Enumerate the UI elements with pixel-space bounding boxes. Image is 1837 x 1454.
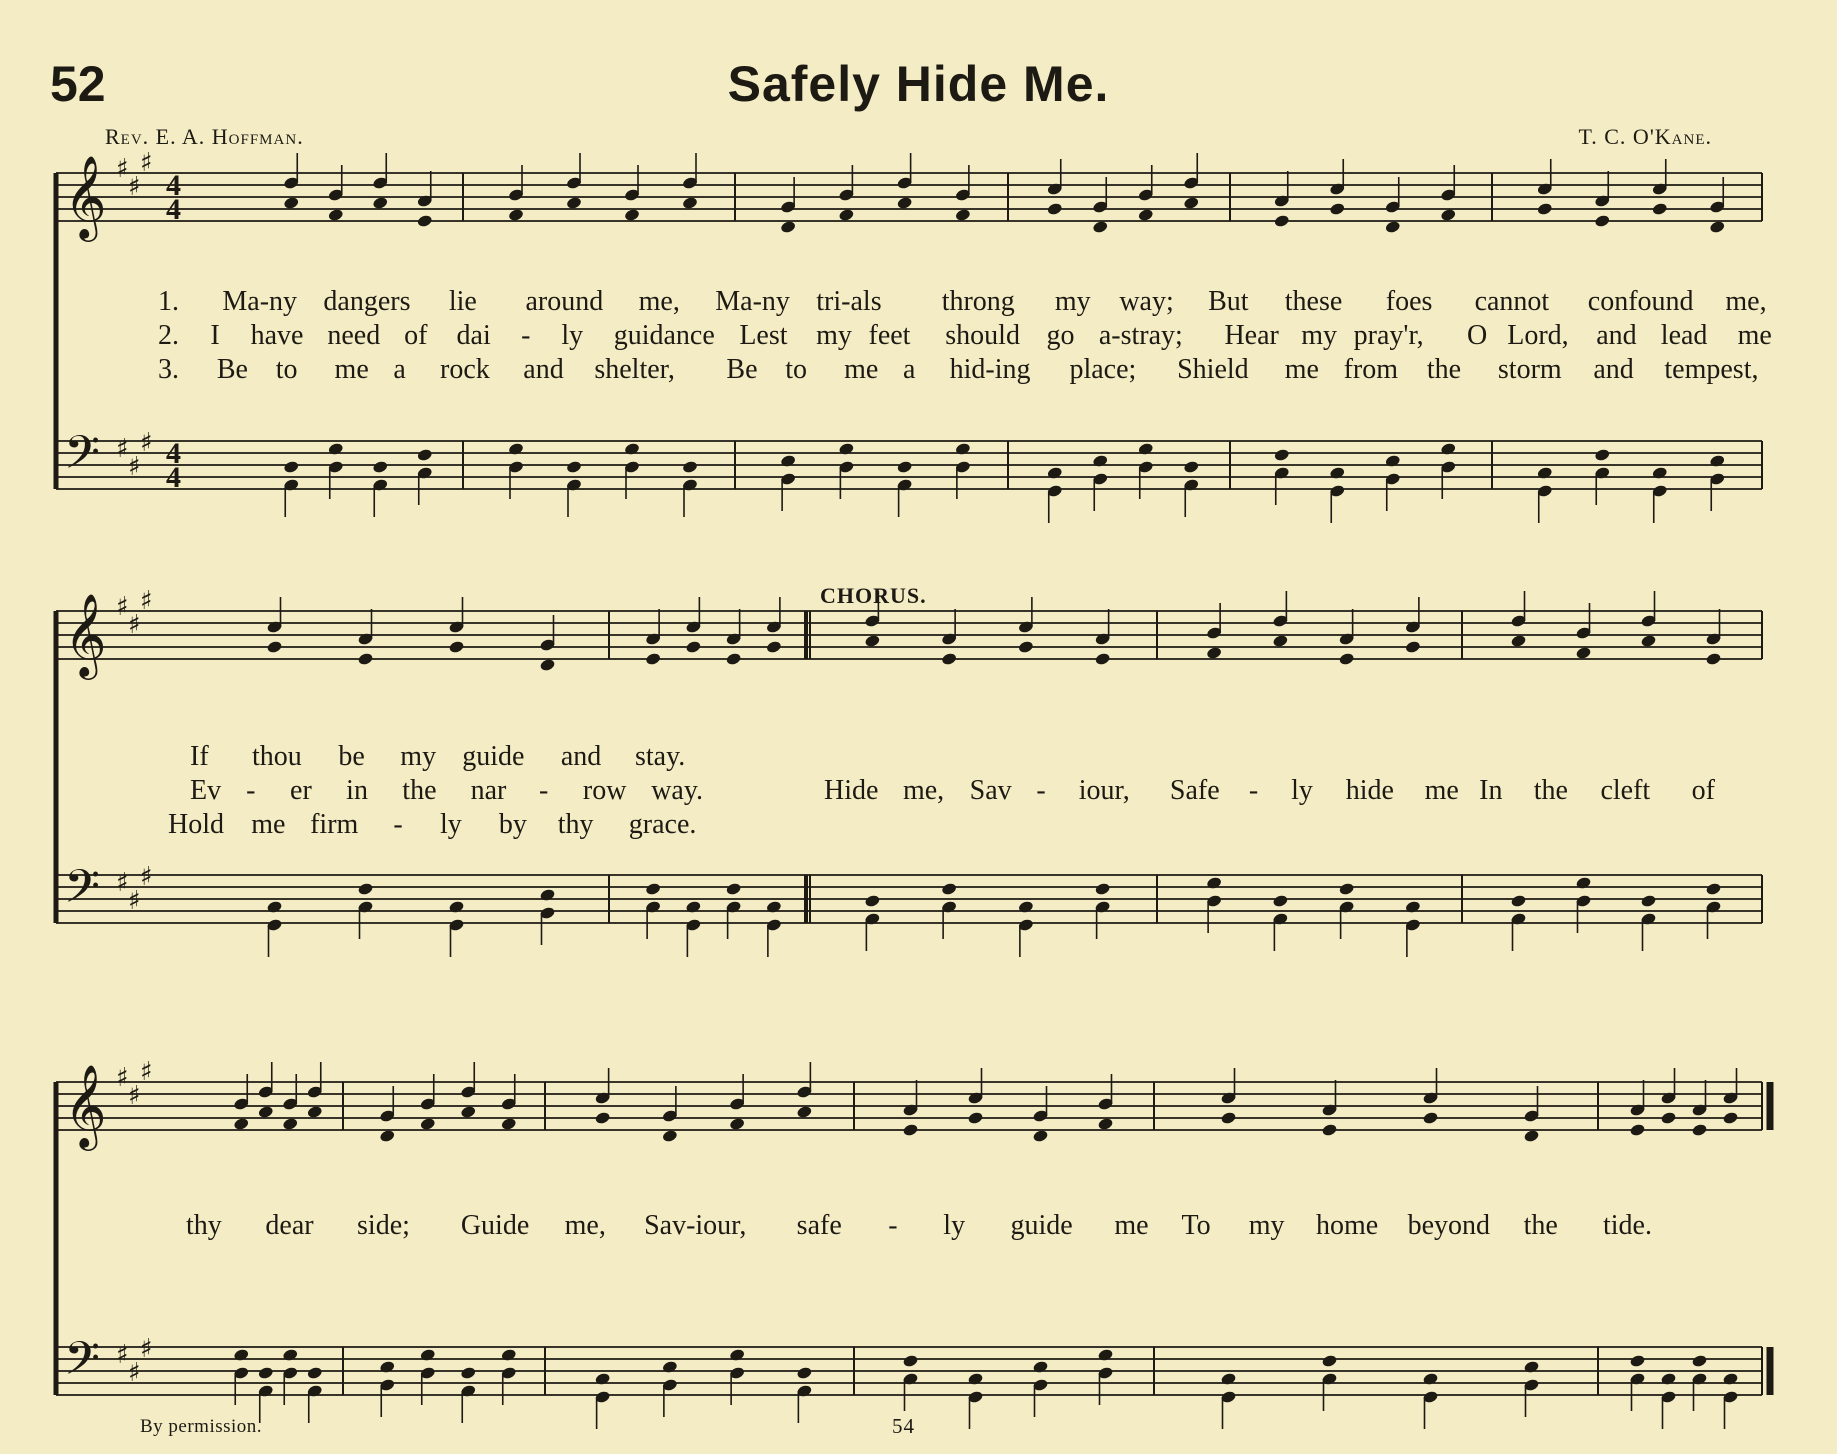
lyric-syllable: hide: [1345, 775, 1394, 806]
note-head: [1329, 466, 1346, 480]
lyric-syllable: 3.: [158, 354, 179, 385]
lyric-syllable: nar: [470, 775, 507, 806]
lyric-syllable: Sav: [969, 775, 1012, 806]
note-head: [1536, 202, 1553, 216]
lyric-syllable: dai: [456, 320, 491, 351]
note-head: [1046, 202, 1063, 216]
lyric-syllable: Hear: [1224, 320, 1279, 351]
note-head: [662, 1360, 679, 1374]
note-head: [838, 208, 855, 222]
sharp-sign: ♯: [128, 886, 141, 916]
note-head: [566, 196, 583, 210]
lyric-syllable: cannot: [1474, 286, 1550, 317]
note-head: [1422, 1372, 1439, 1386]
lyric-syllable: grace.: [628, 809, 697, 840]
note-head: [282, 1348, 299, 1362]
sharp-sign: ♯: [128, 172, 141, 202]
treble-staff: [56, 148, 1762, 242]
lyric-syllable: my: [1301, 320, 1338, 351]
sharp-sign: ♯: [128, 610, 141, 640]
lyric-syllable: me,: [1725, 286, 1767, 317]
lyric-syllable: row: [582, 775, 627, 806]
note-head: [539, 658, 556, 672]
lyric-syllable: me: [1424, 775, 1459, 806]
lyric-syllable: Lest: [739, 320, 788, 351]
note-head: [941, 652, 958, 666]
note-head: [1137, 208, 1154, 222]
sharp-sign: ♯: [140, 586, 153, 616]
note-head: [1651, 202, 1668, 216]
note-head: [379, 1360, 396, 1374]
lyric-syllable: -: [246, 775, 256, 806]
note-head: [1094, 652, 1111, 666]
sharp-sign: ♯: [116, 592, 129, 622]
lyric-syllable: the: [1523, 1210, 1558, 1241]
lyric-syllable: guide: [1010, 1210, 1073, 1241]
note-head: [233, 1117, 250, 1131]
note-head: [1183, 460, 1200, 474]
lyric-syllable: my: [1248, 1210, 1285, 1241]
note-head: [1629, 1123, 1646, 1137]
lyric-syllable: by: [498, 809, 527, 840]
lyric-syllable: tempest,: [1664, 354, 1759, 385]
treble-clef-icon: 𝄞: [64, 1063, 107, 1147]
lyric-syllable: be: [338, 741, 365, 772]
note-head: [1097, 1348, 1114, 1362]
hymn-number: 52: [50, 56, 106, 112]
note-head: [1183, 196, 1200, 210]
note-head: [1705, 882, 1722, 896]
note-head: [327, 208, 344, 222]
note-head: [448, 900, 465, 914]
note-head: [500, 1348, 517, 1362]
treble-staff: [56, 1057, 1762, 1151]
note-head: [624, 208, 641, 222]
lyric-syllable: a-stray;: [1098, 320, 1183, 351]
note-head: [902, 1354, 919, 1368]
note-head: [796, 1366, 813, 1380]
note-head: [725, 652, 742, 666]
note-head: [1384, 220, 1401, 234]
lyric-syllable: firm: [310, 809, 359, 840]
sharp-sign: ♯: [116, 1340, 129, 1370]
note-head: [1321, 1123, 1338, 1137]
note-head: [257, 1105, 274, 1119]
lyric-syllable: my: [400, 741, 437, 772]
lyric-syllable: and: [1593, 354, 1634, 385]
note-head: [1640, 894, 1657, 908]
lyric-syllable: and: [560, 741, 602, 772]
lyric-syllable: go: [1046, 320, 1075, 351]
lyric-syllable: Hold: [168, 809, 224, 840]
note-head: [1405, 640, 1422, 654]
note-head: [357, 882, 374, 896]
note-head: [1272, 634, 1289, 648]
note-head: [864, 894, 881, 908]
lyric-syllable: ly: [1291, 775, 1313, 806]
note-head: [1220, 1111, 1237, 1125]
sharp-sign: ♯: [140, 862, 153, 892]
lyric-syllable: -: [521, 320, 531, 351]
lyric-syllable: tide.: [1603, 1210, 1652, 1241]
lyric-syllable: a: [393, 354, 406, 385]
treble-clef-icon: 𝄞: [64, 154, 107, 238]
note-head: [233, 1348, 250, 1362]
note-head: [780, 454, 797, 468]
note-head: [1137, 442, 1154, 456]
note-head: [1709, 220, 1726, 234]
note-head: [1018, 900, 1035, 914]
lyric-syllable: my: [816, 320, 852, 351]
composer-credit: T. C. O'Kane.: [1578, 124, 1712, 149]
lyric-syllable: ly: [440, 809, 462, 840]
lyric-syllable: -: [538, 775, 549, 806]
lyric-syllable: But: [1208, 286, 1249, 317]
note-head: [372, 196, 389, 210]
note-head: [729, 1117, 746, 1131]
note-head: [902, 1123, 919, 1137]
lyric-syllable: me: [334, 354, 369, 385]
note-head: [955, 442, 972, 456]
lyric-syllable: my: [1054, 286, 1091, 317]
time-signature: 4: [166, 193, 181, 226]
note-head: [1321, 1354, 1338, 1368]
lyric-syllable: If: [190, 741, 209, 772]
note-head: [283, 460, 300, 474]
permission-note: By permission.: [140, 1416, 263, 1437]
sharp-sign: ♯: [140, 148, 153, 178]
lyric-syllable: me: [1284, 354, 1319, 385]
lyric-syllable: rock: [440, 354, 490, 385]
lyric-syllable: have: [250, 320, 304, 351]
lyrics: [158, 286, 1772, 1241]
time-signature: 4: [166, 169, 181, 202]
lyric-syllable: stay.: [635, 741, 686, 772]
lyric-syllable: Be: [726, 354, 758, 385]
note-head: [1272, 894, 1289, 908]
note-head: [1523, 1360, 1540, 1374]
note-head: [1092, 220, 1109, 234]
note-head: [1018, 640, 1035, 654]
note-head: [1575, 646, 1592, 660]
sharp-sign: ♯: [128, 1081, 141, 1111]
lyric-syllable: in: [346, 775, 368, 806]
note-head: [460, 1105, 477, 1119]
note-head: [1660, 1372, 1677, 1386]
note-head: [796, 1105, 813, 1119]
note-head: [416, 448, 433, 462]
note-head: [1629, 1354, 1646, 1368]
note-head: [372, 460, 389, 474]
lyric-syllable: place;: [1069, 354, 1137, 385]
note-head: [1384, 454, 1401, 468]
lyric-syllable: -: [1036, 775, 1046, 806]
lyric-syllable: Ma-ny: [715, 286, 790, 317]
note-head: [1709, 454, 1726, 468]
note-head: [682, 196, 699, 210]
note-head: [416, 214, 433, 228]
lyric-syllable: pray'r,: [1353, 320, 1424, 351]
note-head: [448, 640, 465, 654]
note-head: [327, 442, 344, 456]
lyric-syllable: lie: [448, 286, 477, 317]
note-head: [682, 460, 699, 474]
lyric-syllable: and: [1596, 320, 1637, 351]
note-head: [1220, 1372, 1237, 1386]
lyric-syllable: Hide: [824, 775, 879, 806]
note-head: [1440, 442, 1457, 456]
lyric-syllable: Safe: [1169, 775, 1220, 806]
lyric-syllable: a: [902, 354, 916, 385]
note-head: [460, 1366, 477, 1380]
lyric-syllable: thou: [251, 741, 302, 772]
lyric-syllable: thy: [557, 809, 594, 840]
lyric-syllable: me: [1737, 320, 1772, 351]
lyric-syllable: safe: [796, 1210, 842, 1241]
note-head: [766, 640, 783, 654]
hymn-title: Safely Hide Me.: [727, 56, 1110, 112]
bass-staff: [56, 860, 1762, 925]
lyric-syllable: beyond: [1407, 1210, 1491, 1241]
author-credit: Rev. E. A. Hoffman.: [105, 124, 304, 149]
note-head: [1691, 1123, 1708, 1137]
lyric-syllable: dangers: [323, 286, 411, 317]
lyric-syllable: way;: [1119, 286, 1174, 317]
lyric-syllable: I: [210, 320, 220, 351]
note-head: [1523, 1129, 1540, 1143]
note-head: [594, 1372, 611, 1386]
note-head: [1575, 876, 1592, 890]
note-head: [594, 1111, 611, 1125]
note-head: [508, 208, 525, 222]
note-head: [725, 882, 742, 896]
sharp-sign: ♯: [128, 452, 141, 482]
note-head: [1705, 652, 1722, 666]
lyric-syllable: 2.: [158, 320, 179, 351]
lyric-syllable: thy: [186, 1210, 222, 1241]
note-head: [941, 882, 958, 896]
lyric-syllable: -: [888, 1210, 898, 1241]
note-head: [1691, 1354, 1708, 1368]
bass-clef-icon: 𝄢: [64, 860, 101, 925]
time-signature: 4: [166, 437, 181, 470]
lyric-syllable: these: [1284, 286, 1343, 317]
lyric-syllable: O: [1467, 320, 1488, 351]
note-head: [766, 900, 783, 914]
lyric-syllable: me: [1114, 1210, 1149, 1241]
lyric-syllable: the: [1533, 775, 1568, 806]
lyric-syllable: side;: [357, 1210, 410, 1241]
lyric-syllable: foes: [1385, 286, 1433, 317]
lyric-syllable: Shield: [1177, 354, 1249, 385]
note-head: [306, 1105, 323, 1119]
note-head: [1338, 882, 1355, 896]
note-head: [283, 196, 300, 210]
note-head: [306, 1366, 323, 1380]
lyric-syllable: ly: [943, 1210, 966, 1241]
lyric-syllable: feet: [868, 320, 911, 351]
sharp-sign: ♯: [116, 434, 129, 464]
note-head: [282, 1117, 299, 1131]
note-head: [1722, 1111, 1739, 1125]
lyric-syllable: from: [1343, 354, 1399, 385]
bass-clef-icon: 𝄢: [64, 1332, 101, 1397]
lyric-syllable: ly: [561, 320, 584, 351]
note-head: [896, 196, 913, 210]
lyric-syllable: home: [1315, 1210, 1379, 1241]
lyric-syllable: In: [1479, 775, 1503, 806]
note-head: [1405, 900, 1422, 914]
lyric-syllable: me: [844, 354, 879, 385]
note-head: [1440, 208, 1457, 222]
lyric-syllable: of: [404, 320, 428, 351]
lyric-syllable: Ev: [190, 775, 222, 806]
note-head: [1094, 882, 1111, 896]
note-head: [1594, 448, 1611, 462]
lyric-syllable: to: [785, 354, 808, 385]
note-head: [266, 900, 283, 914]
treble-staff: [56, 586, 1762, 680]
note-head: [729, 1348, 746, 1362]
note-head: [1536, 466, 1553, 480]
lyric-syllable: way.: [651, 775, 704, 806]
treble-clef-icon: 𝄞: [64, 592, 107, 676]
note-head: [967, 1372, 984, 1386]
note-head: [419, 1117, 436, 1131]
bass-clef-icon: 𝄢: [64, 426, 101, 491]
lyric-syllable: hid-ing: [949, 354, 1031, 385]
note-head: [508, 442, 525, 456]
note-head: [1206, 646, 1223, 660]
lyric-syllable: Sav-iour,: [644, 1210, 747, 1241]
note-head: [645, 882, 662, 896]
lyric-syllable: To: [1181, 1210, 1211, 1241]
sharp-sign: ♯: [116, 1063, 129, 1093]
note-head: [1510, 894, 1527, 908]
note-head: [266, 640, 283, 654]
note-head: [1097, 1117, 1114, 1131]
lyric-syllable: around: [525, 286, 604, 317]
lyric-syllable: me: [251, 809, 286, 840]
note-head: [1338, 652, 1355, 666]
note-head: [566, 460, 583, 474]
time-signature: 4: [166, 461, 181, 494]
note-head: [1594, 214, 1611, 228]
note-head: [1032, 1360, 1049, 1374]
note-head: [864, 634, 881, 648]
note-head: [1660, 1111, 1677, 1125]
lyric-syllable: iour,: [1078, 775, 1130, 806]
note-head: [419, 1348, 436, 1362]
lyric-syllable: Lord,: [1507, 320, 1569, 351]
note-head: [645, 652, 662, 666]
note-head: [662, 1129, 679, 1143]
note-head: [1032, 1129, 1049, 1143]
lyric-syllable: dear: [265, 1210, 314, 1241]
note-head: [967, 1111, 984, 1125]
lyric-syllable: me,: [902, 775, 945, 806]
note-head: [1092, 454, 1109, 468]
note-head: [379, 1129, 396, 1143]
lyric-syllable: -: [1248, 775, 1259, 806]
lyric-syllable: the: [1426, 354, 1462, 385]
lyric-syllable: me,: [638, 286, 680, 317]
note-head: [1046, 466, 1063, 480]
lyric-syllable: the: [402, 775, 437, 806]
note-head: [780, 220, 797, 234]
sharp-sign: ♯: [140, 1334, 153, 1364]
lyric-syllable: guide: [462, 741, 525, 772]
sharp-sign: ♯: [116, 868, 129, 898]
note-head: [1640, 634, 1657, 648]
note-head: [1510, 634, 1527, 648]
lyric-syllable: and: [523, 354, 564, 385]
note-head: [1422, 1111, 1439, 1125]
lyric-syllable: er: [290, 775, 312, 806]
note-head: [1722, 1372, 1739, 1386]
sharp-sign: ♯: [128, 1358, 141, 1388]
note-head: [539, 888, 556, 902]
lyric-syllable: should: [945, 320, 1020, 351]
lyric-syllable: storm: [1497, 354, 1562, 385]
lyric-syllable: -: [393, 809, 403, 840]
sharp-sign: ♯: [140, 1057, 153, 1087]
lyric-syllable: guidance: [613, 320, 715, 351]
lyric-syllable: confound: [1587, 286, 1694, 317]
page-number: 54: [892, 1414, 915, 1438]
lyric-syllable: lead: [1660, 320, 1708, 351]
note-head: [257, 1366, 274, 1380]
lyric-syllable: Be: [216, 354, 248, 385]
note-head: [1273, 448, 1290, 462]
lyric-syllable: tri-als: [816, 286, 882, 317]
lyric-syllable: Ma-ny: [222, 286, 298, 317]
note-head: [500, 1117, 517, 1131]
note-head: [1206, 876, 1223, 890]
sharp-sign: ♯: [116, 154, 129, 184]
chorus-label: CHORUS.: [820, 583, 927, 608]
lyric-syllable: me,: [564, 1210, 606, 1241]
sharp-sign: ♯: [140, 428, 153, 458]
note-head: [1651, 466, 1668, 480]
lyric-syllable: throng: [941, 286, 1015, 317]
note-head: [685, 900, 702, 914]
note-head: [685, 640, 702, 654]
note-head: [1273, 214, 1290, 228]
lyric-syllable: to: [275, 354, 298, 385]
note-head: [955, 208, 972, 222]
lyric-syllable: of: [1691, 775, 1715, 806]
lyric-syllable: need: [327, 320, 381, 351]
note-head: [896, 460, 913, 474]
note-head: [1329, 202, 1346, 216]
note-head: [357, 652, 374, 666]
note-head: [624, 442, 641, 456]
lyric-syllable: Guide: [460, 1210, 530, 1241]
note-head: [838, 442, 855, 456]
lyric-syllable: 1.: [158, 286, 179, 317]
lyric-syllable: cleft: [1600, 775, 1651, 806]
lyric-syllable: shelter,: [594, 354, 675, 385]
